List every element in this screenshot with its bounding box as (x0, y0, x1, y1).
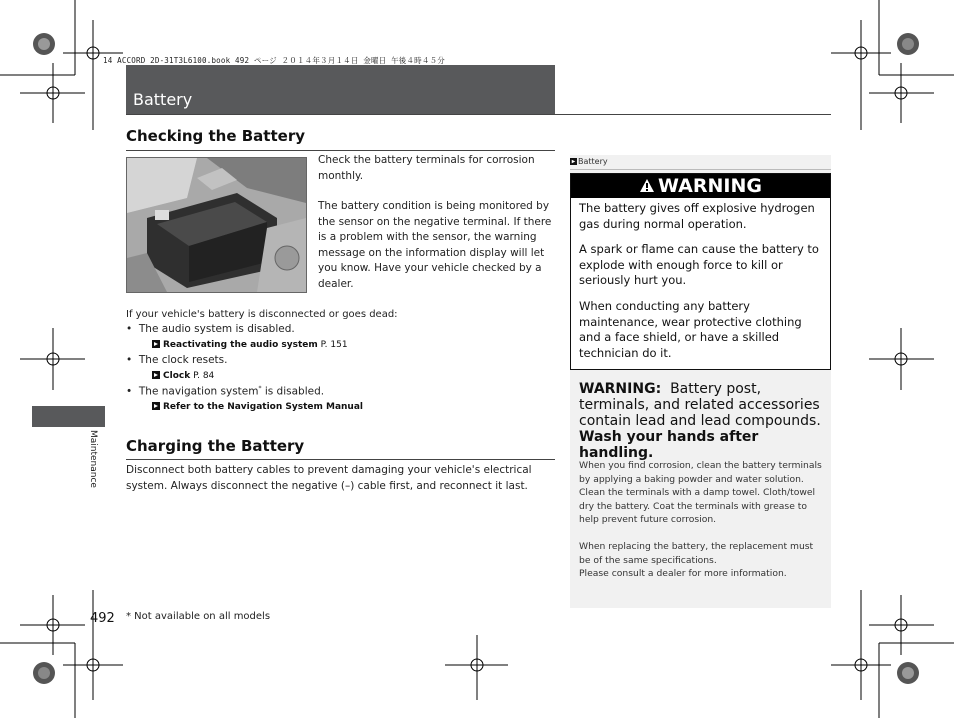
lead-warning-label: WARNING: (579, 381, 662, 397)
warning-para-1: The battery gives off explosive hydrogen gas during normal operation. (579, 201, 815, 231)
charging-text: Disconnect both battery cables to prevent damaging your vehicle's electrical system. Always disconnect the negative (–) cable first, and reconnect it last. (126, 464, 532, 492)
page-number: 492 (90, 611, 115, 626)
reference-arrow-icon (570, 158, 577, 165)
bullet-text-after: is disabled. (261, 385, 325, 398)
footnote: * Not available on all models (126, 611, 271, 622)
charging-rule (126, 459, 555, 460)
checking-para-1: Check the battery terminals for corrosion monthly. (318, 154, 535, 182)
checking-rule (126, 150, 555, 151)
warning-header (571, 174, 830, 198)
lead-warning-text: Battery post, terminals, and related accessories contain lead and lead compounds. (579, 381, 821, 429)
checking-intro: If your vehicle's battery is disconnected or goes dead: (126, 309, 398, 320)
sidebar-reference (570, 155, 831, 170)
chapter-label: Maintenance (88, 430, 98, 488)
bullet-audio: • The audio system is disabled. (126, 323, 295, 335)
asterisk: * (258, 385, 262, 392)
section-title: Battery (133, 90, 193, 109)
chapter-tab (32, 406, 105, 427)
lead-warning (579, 381, 829, 461)
sidebar-note-dealer: Please consult a dealer for more information. (579, 568, 787, 579)
ref-page: P. 84 (193, 371, 215, 381)
ref-page: P. 151 (320, 340, 348, 350)
ref-label: Clock (163, 371, 191, 381)
warning-title: WARNING (658, 175, 762, 197)
ref-label: Reactivating the audio system (163, 340, 318, 350)
warning-triangle-icon (639, 178, 655, 193)
print-header: 14 ACCORD 2D-31T3L6100.book 492 ページ ２０１４年３月１４日 金曜日 午後４時４５分 (103, 56, 445, 65)
battery-photo (126, 157, 307, 293)
section-rule (126, 114, 831, 115)
warning-para-2: A spark or flame can cause the battery to explode with enough force to kill or seriously hurt you. (579, 242, 819, 287)
bullet-text: The navigation system (138, 385, 259, 398)
checking-heading: Checking the Battery (126, 127, 305, 145)
lead-warning-bold: Wash your hands after handling. (579, 429, 759, 461)
ref-clock[interactable] (152, 371, 214, 381)
reference-arrow-icon (152, 371, 160, 379)
warning-para-3: When conducting any battery maintenance, wear protective clothing and a face shield, or have a skilled technician do it. (579, 299, 802, 360)
ref-navigation[interactable] (152, 402, 363, 412)
reference-arrow-icon (152, 340, 160, 348)
bullet-navigation: • The navigation system* is disabled. (126, 385, 325, 398)
bullet-text: The audio system is disabled. (138, 323, 295, 335)
sidebar-note-replacement: When replacing the battery, the replacement must be of the same specifications. (579, 541, 814, 566)
sidebar-ref-label: Battery (578, 157, 608, 166)
sidebar-note-corrosion: When you find corrosion, clean the battery terminals by applying a baking powder and water solution. Clean the terminals with a damp towel. Cloth/towel dry the battery. Coat the terminals with grease to help prevent future corrosion. (579, 460, 822, 525)
warning-box (570, 173, 831, 370)
engine-bay-illustration (127, 158, 306, 292)
ref-audio[interactable] (152, 340, 348, 350)
bullet-clock: • The clock resets. (126, 354, 228, 366)
ref-label: Refer to the Navigation System Manual (163, 402, 363, 412)
checking-para-2: The battery condition is being monitored by the sensor on the negative terminal. If there is a problem with the sensor, the warning message on the information display will let you know. Have your vehicle checked by a dealer. (318, 200, 552, 290)
bullet-text: The clock resets. (138, 354, 228, 366)
reference-arrow-icon (152, 402, 160, 410)
charging-heading: Charging the Battery (126, 437, 305, 455)
